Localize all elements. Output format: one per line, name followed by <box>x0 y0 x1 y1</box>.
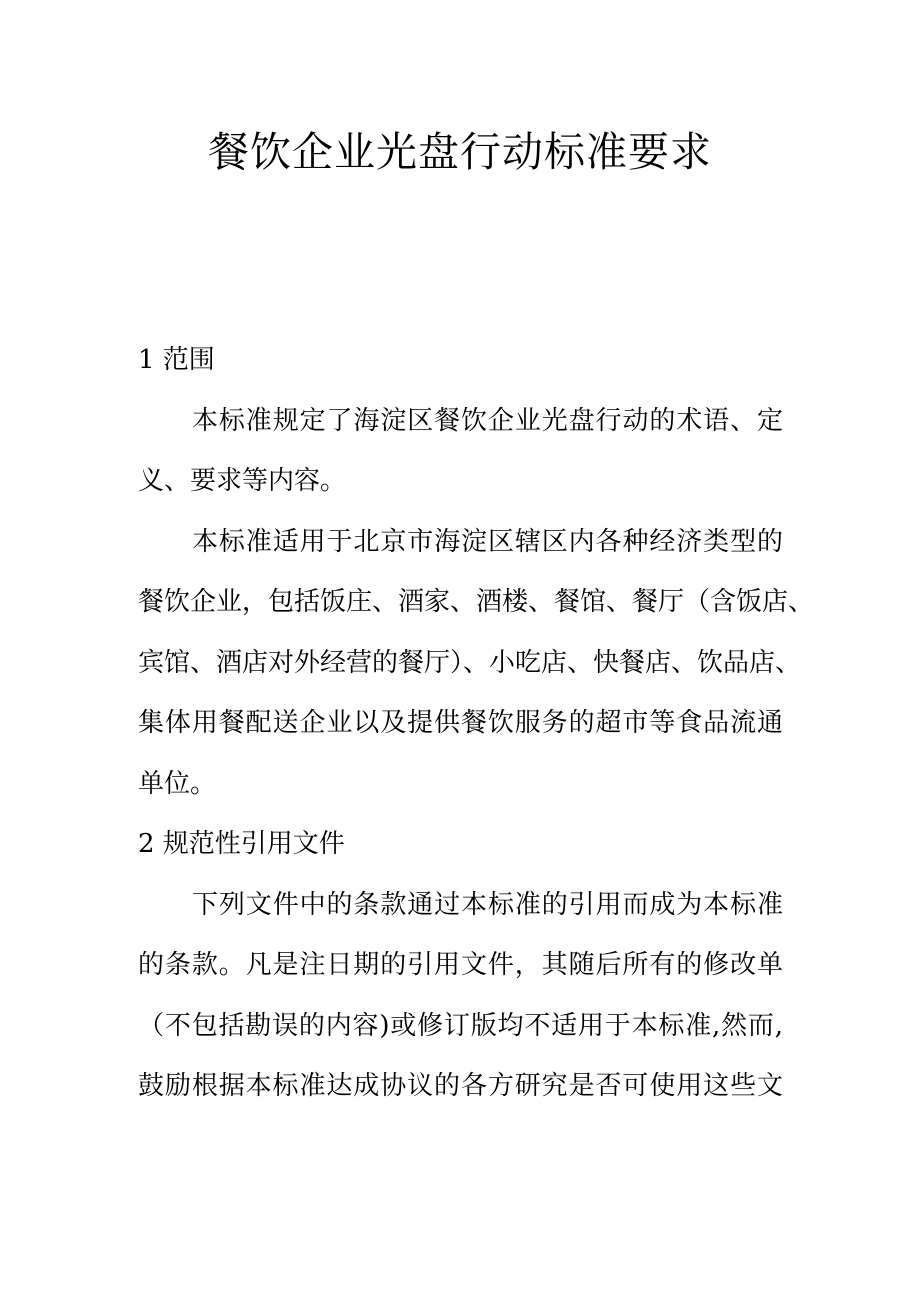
paragraph-scope-definition <box>138 391 783 512</box>
paragraph-line: 宾馆、酒店对外经营的餐厅）、小吃店、快餐店、饮品店、 <box>138 647 802 678</box>
section-heading-normative-references: 2 规范性引用文件 <box>138 829 345 859</box>
paragraph-line: 集体用餐配送企业以及提供餐饮服务的超市等食品流通 <box>138 708 783 738</box>
document-title: 餐饮企业光盘行动标准要求 <box>208 128 712 176</box>
section-heading-scope: 1 范围 <box>138 345 215 375</box>
paragraph-line: 本标准规定了海淀区餐饮企业光盘行动的术语、定 <box>192 405 783 436</box>
paragraph-line: 的条款。凡是注日期的引用文件，其随后所有的修改单 <box>138 950 783 980</box>
paragraph-scope-applicability <box>138 512 815 815</box>
paragraph-line: （不包括勘误的内容)或修订版均不适用于本标准,然而, <box>138 1010 783 1041</box>
paragraph-line: 单位。 <box>138 768 217 799</box>
paragraph-line: 鼓励根据本标准达成协议的各方研究是否可使用这些文 <box>138 1071 783 1101</box>
document-body <box>138 330 815 1117</box>
paragraph-line: 餐饮企业，包括饭庄、酒家、酒楼、餐馆、餐厅（含饭店、 <box>138 587 815 617</box>
paragraph-line: 义、要求等内容。 <box>138 466 347 496</box>
paragraph-normative-references <box>138 875 783 1117</box>
paragraph-line: 下列文件中的条款通过本标准的引用而成为本标准 <box>192 889 783 920</box>
paragraph-line: 本标准适用于北京市海淀区辖区内各种经济类型的 <box>192 526 783 557</box>
